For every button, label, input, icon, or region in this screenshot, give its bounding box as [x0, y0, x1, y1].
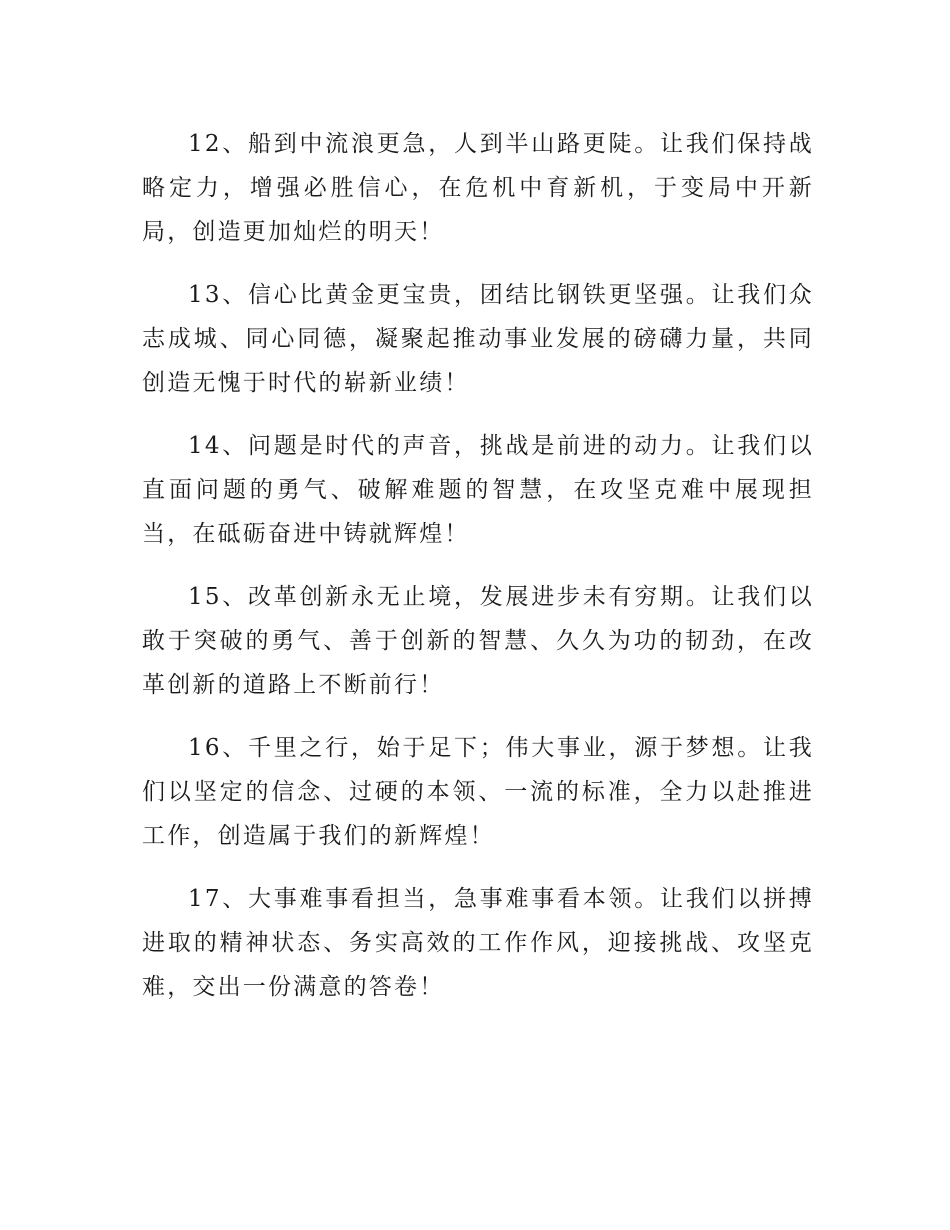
paragraph-15: 15、改革创新永无止境，发展进步未有穷期。让我们以敢于突破的勇气、善于创新的智慧、久久为功的韧劲，在改革创新的道路上不断前行！	[142, 584, 814, 698]
paragraph-17: 17、大事难事看担当，急事难事看本领。让我们以拼搏进取的精神状态、务实高效的工作作风，迎接挑战、攻坚克难，交出一份满意的答卷！	[142, 886, 814, 1000]
document-body	[142, 122, 814, 1028]
paragraph-14: 14、问题是时代的声音，挑战是前进的动力。让我们以直面问题的勇气、破解难题的智慧，在攻坚克难中展现担当，在砥砺奋进中铸就辉煌！	[142, 433, 814, 547]
paragraph-13: 13、信心比黄金更宝贵，团结比钢铁更坚强。让我们众志成城、同心同德，凝聚起推动事业发展的磅礴力量，共同创造无愧于时代的崭新业绩！	[142, 282, 814, 396]
paragraph-16: 16、千里之行，始于足下；伟大事业，源于梦想。让我们以坚定的信念、过硬的本领、一流的标准，全力以赴推进工作，创造属于我们的新辉煌！	[142, 735, 814, 849]
paragraph-12: 12、船到中流浪更急，人到半山路更陡。让我们保持战略定力，增强必胜信心，在危机中育新机，于变局中开新局，创造更加灿烂的明天！	[142, 131, 814, 245]
